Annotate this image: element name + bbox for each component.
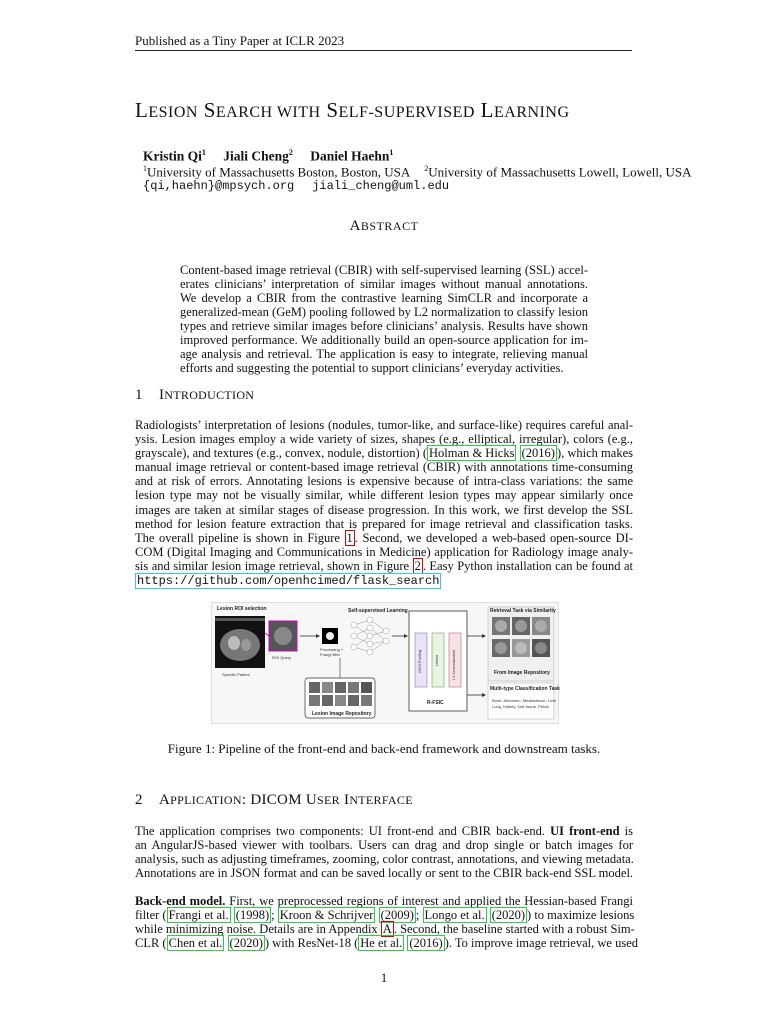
title-cap: L: [135, 98, 149, 122]
title-smallcaps: EARNING: [494, 104, 570, 121]
text-line: Annotations are in JSON format and can be saved locally or sent to the CBIR back-end SSL model.: [135, 866, 634, 881]
text-run: ;: [415, 908, 423, 923]
citation-year-link[interactable]: (2020): [491, 908, 526, 923]
heading-cap: I: [344, 792, 350, 808]
text-line: [135, 446, 633, 460]
abstract-line: Content-based image retrieval (CBIR) with self-supervised learning (SSL) accel-: [180, 263, 588, 277]
title-cap: L: [480, 98, 494, 122]
ct-strip: [215, 618, 265, 621]
title-cap: S: [326, 98, 339, 122]
text-line: [135, 922, 633, 936]
classification-classes: Lung, Kidney, Soft tissue, Pelvis: [492, 704, 549, 709]
citation-link[interactable]: He et al.: [360, 936, 403, 951]
text-line: analysis, such as adjusting timeframes, zooming, color contrast, annotations, and viewing metadata.: [135, 852, 634, 867]
abstract-line: We develop a CBIR from the contrastive learning SimCLR and incorporate a: [180, 291, 588, 305]
citation-year-link[interactable]: (1998): [235, 908, 270, 923]
classification-classes: Bone, Abdomen, Mediastinum, Liver: [492, 698, 557, 703]
bold-term: UI front-end: [550, 824, 620, 838]
specific-patient-label: Specific Patient: [222, 672, 250, 677]
text-run: . Easy Python installation can be found at: [422, 558, 633, 573]
citation-link[interactable]: Kroon & Schrijver: [279, 908, 374, 923]
retrieval-task-label: Retrieval Task via Similarity: [490, 608, 556, 614]
heading-cap: I: [159, 387, 165, 403]
text-line: [135, 531, 633, 545]
abstract-line: generalized-mean (GeM) pooling followed by L2 normalization to classify lesion: [180, 305, 588, 319]
heading-smallcaps: NTRODUCTION: [164, 388, 255, 402]
repository-label: Lesion Image Repository: [312, 711, 372, 717]
abstract-line: erates clinicians’ interpretation of similar images without manual annotations.: [180, 277, 588, 291]
running-head: Published as a Tiny Paper at ICLR 2023: [135, 33, 345, 48]
author-affil-mark: 2: [288, 148, 293, 157]
frangi-label: Frangi filter: [320, 652, 341, 657]
abstract-line: efforts and suggesting the potential to support clinicians’ everyday activities.: [180, 361, 564, 375]
paragraph-lead: Back-end model.: [135, 894, 226, 908]
roi-connector: [265, 633, 269, 636]
backend-paragraph: [135, 894, 638, 951]
text-line: manual image retrieval or content-based image retrieval (CBIR) with annotations time-consuming: [135, 460, 633, 475]
ct-organ: [228, 636, 240, 650]
abstract-line: improved performance. We additionally build an open-source application for im-: [180, 333, 588, 347]
arrow-head: [482, 634, 486, 638]
author-name: Jiali Cheng: [223, 148, 289, 164]
abstract-heading: [0, 218, 768, 235]
text-line: [135, 908, 633, 922]
heading-cap: A: [349, 218, 361, 234]
figure-caption: Figure 1: Pipeline of the front-end and back-end framework and downstream tasks.: [167, 741, 601, 756]
from-repository-label: From Image Repository: [494, 670, 550, 676]
header-rule: [135, 50, 632, 51]
text-line: an AngularJS-based viewer with toolbars. Users can drag and drop single or batch images for: [135, 838, 633, 853]
arrow-head: [404, 634, 408, 638]
text-line: [135, 824, 633, 838]
author-list: [143, 148, 393, 165]
citation-link[interactable]: Longo et al.: [424, 908, 485, 923]
author-name: Daniel Haehn: [310, 148, 390, 164]
citation-year-link[interactable]: (2009): [380, 908, 414, 923]
text-run: . Second, the baseline started with a robust Sim-: [393, 922, 635, 937]
paper-title: [135, 98, 570, 123]
text-run: ) to maximize lesions: [527, 908, 635, 923]
section-number: 2: [135, 792, 143, 808]
roi-query-label: ROI Query: [272, 655, 292, 660]
affil-mark: 2: [424, 164, 429, 173]
heading-smallcaps: NTERFACE: [349, 793, 413, 807]
figure-ref-link[interactable]: 1: [346, 530, 353, 545]
heading-smallcaps: BSTRACT: [360, 219, 419, 233]
text-run: is: [619, 824, 633, 838]
heading-cap: A: [159, 792, 171, 808]
affiliations: [143, 164, 691, 180]
citation-link[interactable]: Holman & Hicks: [429, 446, 515, 461]
model-label: R-FSIC: [427, 700, 444, 706]
abstract-body: [180, 263, 588, 375]
github-url-link[interactable]: https://github.com/openhcimed/flask_search: [137, 574, 440, 589]
text-line: Radiologists’ interpretation of lesions (nodules, tumor-like, and surface-like) requires careful anal-: [135, 418, 633, 432]
gem-pooling-label: GeM Pooling: [417, 649, 422, 673]
citation-year-link[interactable]: (2016): [521, 446, 555, 461]
processing-label: Processing +: [320, 647, 344, 652]
appendix-ref-link[interactable]: A: [382, 922, 392, 937]
text-run: filter (: [135, 908, 167, 923]
title-smallcaps: ELF-SUPERVISED: [338, 104, 475, 121]
text-line: lesion type may not be visually similar, while different lesion types may appear similarly once: [135, 488, 633, 503]
title-smallcaps: ESION: [148, 104, 198, 121]
title-smallcaps: EARCH WITH: [215, 104, 321, 121]
text-line: ysis. Lesion images employ a wide variety of sizes, shapes (e.g., elliptical, irregular), colors (e.g.,: [135, 432, 633, 447]
text-line: method for lesion feature extraction that is prepared for image retrieval and classification tasks.: [135, 516, 633, 531]
abstract-line: types and retrieve similar images before clinicians’ analysis. Results have shown: [180, 319, 588, 333]
ct-body: [220, 629, 260, 661]
affil-mark: 1: [143, 164, 147, 173]
text-line: images are taken at similar stages of disease progression. In this work, we first develop the SSL: [135, 502, 633, 517]
author-name: Kristin Qi: [143, 148, 202, 164]
l2-norm-label: L2-Normalization: [451, 649, 456, 680]
section-heading-application: [135, 792, 413, 809]
author-affil-mark: 1: [389, 148, 394, 157]
citation-year-link[interactable]: (2020): [229, 936, 263, 951]
section-heading-introduction: [135, 387, 254, 404]
figure-ref-link[interactable]: 2: [414, 558, 421, 573]
citation-year-link[interactable]: (2016): [409, 936, 443, 951]
heading-text: : DICOM: [241, 792, 306, 808]
author-affil-mark: 1: [201, 148, 206, 157]
introduction-paragraph: [135, 418, 633, 588]
affiliation: University of Massachusetts Lowell, Lowell, USA: [428, 164, 692, 180]
linear-label: Linear: [434, 654, 439, 666]
text-line: [135, 894, 633, 908]
ct-organ: [241, 639, 251, 651]
arrow-head: [482, 693, 486, 697]
citation-link[interactable]: Frangi et al.: [168, 908, 229, 923]
text-run: while minimizing noise. Details are in Appendix: [135, 922, 381, 937]
text-run: The application comprises two components: UI front-end and CBIR back-end.: [135, 824, 551, 838]
text-run: ) with ResNet-18 (: [264, 936, 359, 951]
page-number: 1: [380, 970, 388, 985]
heading-smallcaps: PPLICATION: [170, 793, 242, 807]
text-line: [135, 573, 633, 588]
ssl-label: Self-supervised Learning: [348, 608, 408, 614]
section-number: 1: [135, 387, 143, 403]
text-run: CLR (: [135, 936, 167, 951]
arrow-head: [316, 634, 320, 638]
author-emails: [143, 179, 449, 193]
figure-pipeline: [211, 602, 559, 724]
email[interactable]: jiali_cheng@uml.edu: [312, 179, 450, 193]
abstract-line: age analysis and retrieval. The application is easy to integrate, relieving manual: [180, 347, 588, 361]
neural-network-icon: [351, 617, 389, 655]
application-paragraph: [135, 824, 633, 880]
text-run: ;: [271, 908, 278, 923]
text-line: [135, 559, 633, 573]
text-run: sis and similar lesion image retrieval, shown in Figure: [135, 558, 413, 573]
affiliation: University of Massachusetts Boston, Boston, USA: [147, 164, 411, 180]
heading-smallcaps: SER: [317, 793, 340, 807]
text-line: COM (Digital Imaging and Communications in Medicine) application for Radiology image analy-: [135, 544, 633, 559]
email[interactable]: {qi,haehn}@mpsych.org: [143, 179, 295, 193]
text-run: . Second, we developed a web-based open-source DI-: [354, 530, 633, 545]
text-run: ). To improve image retrieval, we used: [444, 936, 638, 951]
title-cap: S: [203, 98, 216, 122]
text-run: ), which makes: [556, 446, 633, 461]
citation-link[interactable]: Chen et al.: [168, 936, 223, 951]
roi-selection-label: Lesion ROI selection: [217, 606, 267, 612]
text-line: [135, 936, 638, 951]
text-line: and at risk of errors. Annotating lesions is expensive because of intra-class variations: the same: [135, 474, 633, 489]
lesion-blob: [274, 627, 292, 645]
text-run: The overall pipeline is shown in Figure: [135, 530, 345, 545]
frangi-blob: [326, 632, 334, 640]
heading-cap: U: [305, 792, 318, 808]
text-run: First, we preprocessed regions of interest and applied the Hessian-based Frangi: [225, 894, 633, 908]
classification-task-label: Multi-type Classification Task: [490, 686, 560, 692]
text-run: grayscale), and textures (e.g., convex, nodule, distortion) (: [135, 446, 428, 461]
